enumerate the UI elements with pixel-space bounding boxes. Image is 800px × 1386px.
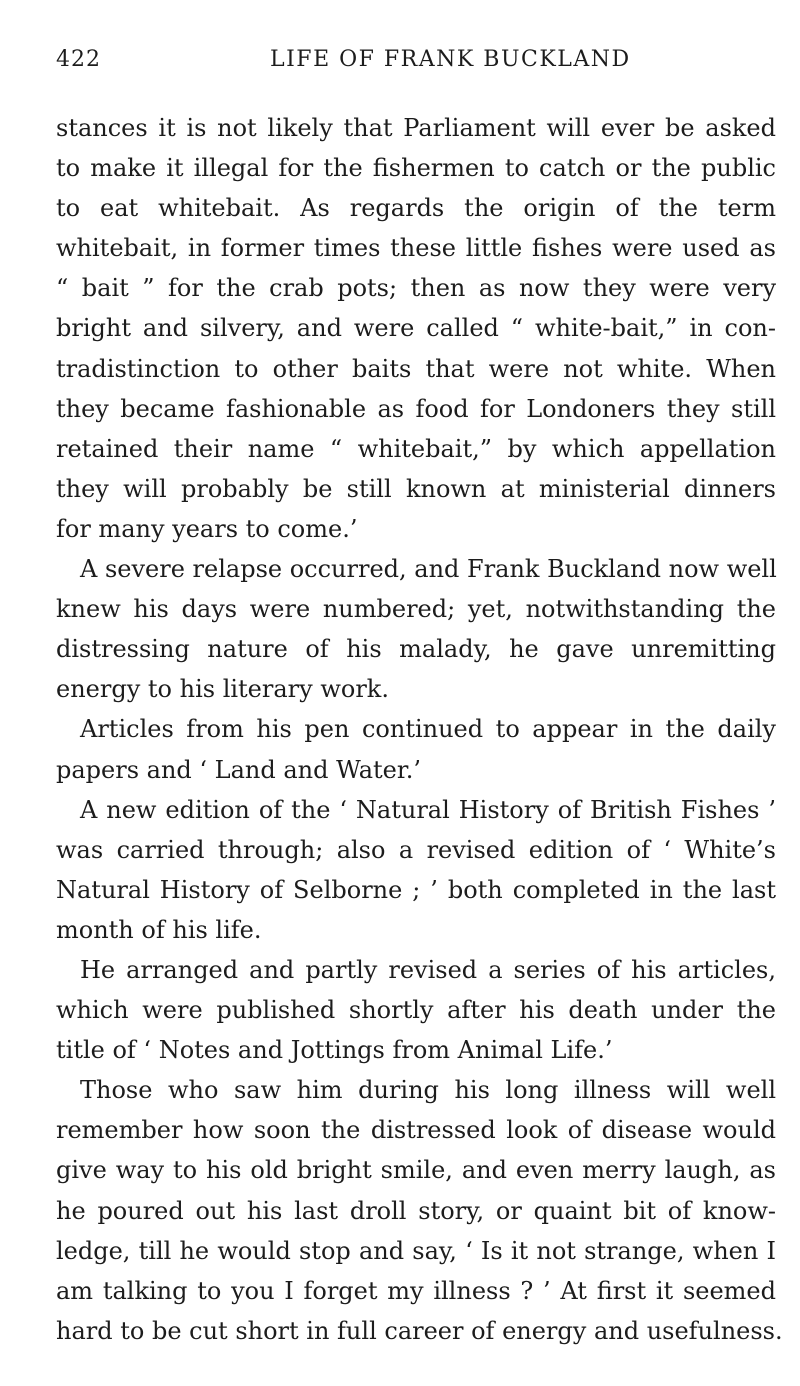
text-line: “ bait ” for the crab pots; then as now they were very [56,274,776,303]
text-line: remember how soon the distressed look of disease would [56,1116,776,1145]
text-line: He arranged and partly revised a series of his articles, [80,955,776,984]
text-line: retained their name “ whitebait,” by which appellation [56,434,776,463]
text-line: ledge, till he would stop and say, ‘ Is it not strange, when I [56,1236,776,1265]
page-number: 422 [56,47,101,72]
text-line: was carried through; also a revised edition of ‘ White’s [56,835,776,864]
text-line: papers and ‘ Land and Water.’ [56,755,421,784]
paragraph [56,1070,783,1351]
text-line: he poured out his last droll story, or quaint bit of know- [56,1196,776,1225]
text-line: month of his life. [56,915,262,944]
text-line: title of ‘ Notes and Jottings from Animal Life.’ [56,1036,613,1065]
paragraph [56,950,776,1070]
paragraph [56,549,776,709]
text-line: whitebait, in former times these little fishes were used as [56,234,776,263]
text-line: give way to his old bright smile, and even merry laugh, as [56,1156,776,1185]
text-line: bright and silvery, and were called “ white-bait,” in con- [56,314,776,343]
text-line: Articles from his pen continued to appear in the daily [80,715,776,744]
text-line: A severe relapse occurred, and Frank Buckland now well [80,555,777,584]
text-line: Those who saw him during his long illness will well [80,1076,776,1105]
running-head [56,47,774,87]
text-line: for many years to come.’ [56,514,358,543]
text-line: Natural History of Selborne ; ’ both completed in the last [56,875,776,904]
paragraph [56,709,776,789]
text-line: to eat whitebait. As regards the origin of the term [56,194,776,223]
text-line: they became fashionable as food for Londoners they still [56,394,776,423]
text-line: am talking to you I forget my illness ? ’ At first it seemed [56,1276,776,1305]
text-line: knew his days were numbered; yet, notwithstanding the [56,595,776,624]
text-line: distressing nature of his malady, he gave unremitting [56,635,776,664]
text-line: which were published shortly after his death under the [56,996,776,1025]
text-line: tradistinction to other baits that were not white. When [56,354,776,383]
text-line: A new edition of the ‘ Natural History of British Fishes ’ [80,795,776,824]
running-title: LIFE OF FRANK BUCKLAND [270,47,631,72]
text-line: stances it is not likely that Parliament will ever be asked [56,114,776,142]
text-line: to make it illegal for the fishermen to catch or the public [56,154,776,183]
paragraph [56,790,776,950]
text-line: energy to his literary work. [56,675,389,704]
text-line: hard to be cut short in full career of energy and usefulness. [56,1316,783,1345]
text-line: they will probably be still known at ministerial dinners [56,474,776,503]
body-text [56,108,783,1351]
paragraph [56,108,776,549]
